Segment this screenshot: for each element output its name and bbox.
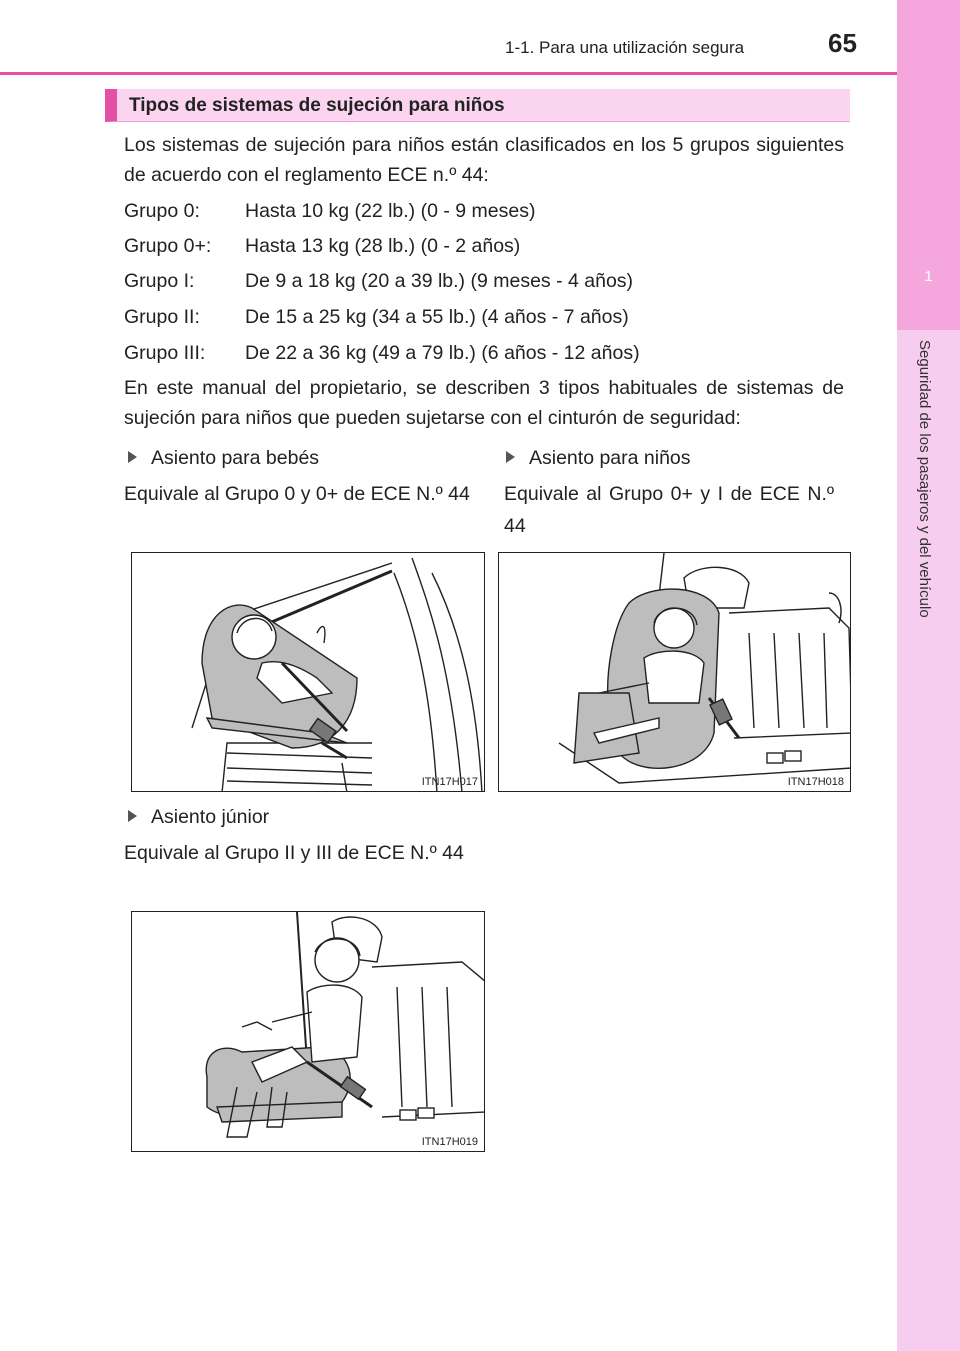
group-label: Grupo 0: — [124, 200, 200, 222]
seat-equiv-child: Equivale al Grupo 0+ y I de ECE N.º 44 — [504, 483, 834, 537]
seat-equiv-infant: Equivale al Grupo 0 y 0+ de ECE N.º 44 — [124, 483, 470, 505]
side-tab-number: 1 — [924, 268, 933, 285]
group-label: Grupo I: — [124, 270, 195, 292]
figure-code: ITN17H017 — [421, 776, 478, 788]
group-desc: De 15 a 25 kg (34 a 55 lb.) (4 años - 7 años) — [245, 306, 629, 328]
seat-title-text: Asiento júnior — [151, 806, 270, 828]
group-desc: De 9 a 18 kg (20 a 39 lb.) (9 meses - 4 años) — [245, 270, 634, 292]
triangle-bullet-icon — [506, 451, 515, 463]
side-tab-chapter-title: Seguridad de los pasajeros y del vehículo — [916, 340, 933, 618]
group-label: Grupo III: — [124, 342, 206, 364]
figure-child-seat — [498, 552, 851, 792]
child-seat-illustration — [499, 553, 851, 792]
group-label: Grupo 0+: — [124, 235, 212, 257]
junior-seat-illustration — [132, 912, 485, 1152]
page-number: 65 — [828, 28, 857, 58]
seat-title-junior — [128, 802, 269, 832]
intro-paragraph: Los sistemas de sujeción para niños están clasificados en los 5 grupos siguientes de acuerdo con el reglamento ECE n.º 44: — [124, 134, 844, 186]
section-header — [105, 89, 850, 122]
manual-paragraph: En este manual del propietario, se describen 3 tipos habituales de sistemas de sujeción para niños que pueden sujetarse con el cinturón de seguridad: — [124, 377, 844, 429]
seat-title-text: Asiento para bebés — [151, 447, 320, 469]
figure-code: ITN17H018 — [787, 776, 844, 788]
seat-title-child — [506, 443, 691, 473]
seat-equiv-junior: Equivale al Grupo II y III de ECE N.º 44 — [124, 842, 464, 864]
triangle-bullet-icon — [128, 451, 137, 463]
group-desc: Hasta 10 kg (22 lb.) (0 - 9 meses) — [245, 200, 536, 222]
infant-seat-illustration — [132, 553, 485, 792]
group-desc: De 22 a 36 kg (49 a 79 lb.) (6 años - 12 años) — [245, 342, 640, 364]
figure-infant-seat — [131, 552, 485, 792]
figure-code: ITN17H019 — [421, 1136, 478, 1148]
header-title: 1-1. Para una utilización segura — [505, 38, 745, 57]
header-divider — [0, 72, 897, 75]
seat-title-text: Asiento para niños — [529, 447, 691, 469]
group-label: Grupo II: — [124, 306, 200, 328]
triangle-bullet-icon — [128, 810, 137, 822]
seat-title-infant — [128, 443, 319, 473]
section-title: Tipos de sistemas de sujeción para niños — [129, 95, 505, 116]
group-desc: Hasta 13 kg (28 lb.) (0 - 2 años) — [245, 235, 521, 257]
figure-junior-seat — [131, 911, 485, 1152]
